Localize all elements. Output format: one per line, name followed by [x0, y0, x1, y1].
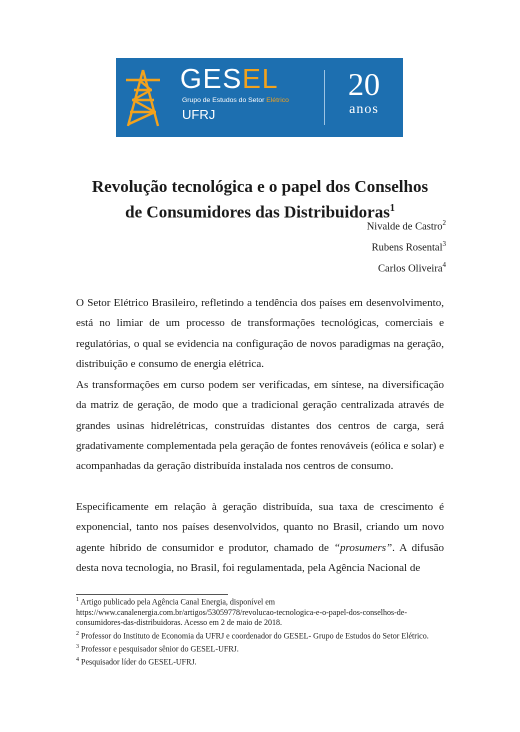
author-1: [367, 219, 446, 233]
brand-name-part-1: GES: [180, 63, 243, 94]
footnote-1: [76, 595, 446, 629]
brand-name-part-2: EL: [242, 63, 279, 94]
footnotes: [76, 595, 446, 668]
anniversary-number: 20: [348, 66, 380, 102]
title-footnote-ref[interactable]: 1: [389, 203, 395, 214]
brand-name: [180, 64, 278, 94]
emphasized-term: “prosumers”: [333, 541, 393, 554]
brand-subtitle-main: Grupo de Estudos do Setor: [182, 97, 267, 104]
footnote-number: 3: [76, 643, 79, 650]
footnote-text: Professor e pesquisador sênior do GESEL-UFRJ.: [79, 644, 239, 654]
author-3: [378, 261, 446, 275]
transmission-tower-icon: [124, 68, 162, 128]
footnote-text: Professor do Instituto de Economia da UFRJ e coordenador do GESEL- Grupo de Estudos do Setor Elétrico.: [79, 631, 429, 641]
footnote-number: 2: [76, 630, 79, 637]
author-footnote-ref[interactable]: 4: [442, 261, 446, 269]
footnote-number: 1: [76, 597, 79, 603]
author-name: Nivalde de Castro: [366, 221, 443, 233]
university-name: UFRJ: [182, 107, 216, 122]
footnote-3: [76, 642, 446, 655]
author-2: [372, 240, 446, 254]
title-line-2: de Consumidores das Distribuidoras: [125, 202, 390, 222]
author-name: Carlos Oliveira: [378, 263, 443, 275]
author-footnote-ref[interactable]: 2: [442, 219, 446, 227]
banner-divider: [324, 70, 325, 125]
anniversary-word: anos: [349, 102, 379, 117]
author-name: Rubens Rosental: [371, 242, 443, 254]
brand-subtitle: [182, 97, 289, 105]
gesel-banner: [116, 58, 403, 137]
title-line-1: Revolução tecnológica e o papel dos Conselhos: [91, 177, 429, 196]
author-footnote-ref[interactable]: 3: [442, 240, 446, 248]
brand-subtitle-highlight: Elétrico: [266, 97, 289, 104]
body-paragraph-1: O Setor Elétrico Brasileiro, refletindo a tendência dos países em desenvolvimento, está no limiar de um processo de transformações tecnológicas, comerciais e regulatórias, o qual se evidencia na configuração de novos paradigmas na geração, distribuição e consumo de energia elétrica.: [76, 297, 444, 370]
body-paragraph-3: [76, 497, 444, 578]
document-title: [80, 176, 440, 224]
footnote-text: Pesquisador líder do GESEL-UFRJ.: [79, 657, 197, 667]
footnote-number: 4: [76, 657, 79, 663]
footnote-2: [76, 629, 446, 642]
footnote-4: [76, 655, 446, 668]
paragraph-text: Especificamente em relação à geração distribuída, sua taxa de crescimento é exponencial, tanto nos países desenvolvidos, quanto no Brasil, criando um novo agente híbrido de consumidor e produtor, chamado de: [76, 501, 444, 554]
footnote-text: Artigo publicado pela Agência Canal Energia, disponível em https://www.canalenergia.com.br/artigos/53059778/revolucao-tecnologica-e-o-papel-dos-conselhos-de-consumidores-das-distribuidoras. Acesso em 2 de maio de 2018.: [76, 597, 407, 628]
body-paragraph-2: As transformações em curso podem ser verificadas, em síntese, na diversificação da matriz de geração, de modo que a tradicional geração centralizada através de grandes usinas hidrelétricas, construídas distantes dos centros de carga, será gradativamente complementada pela geração de fontes renováveis (eólica e solar) e acompanhadas da geração distribuída instalada nos centros de consumo.: [76, 379, 444, 473]
paragraph-text: . A difusão desta nova tecnologia, no Brasil, foi regulamentada, pela Agência Nacional de: [76, 541, 444, 574]
